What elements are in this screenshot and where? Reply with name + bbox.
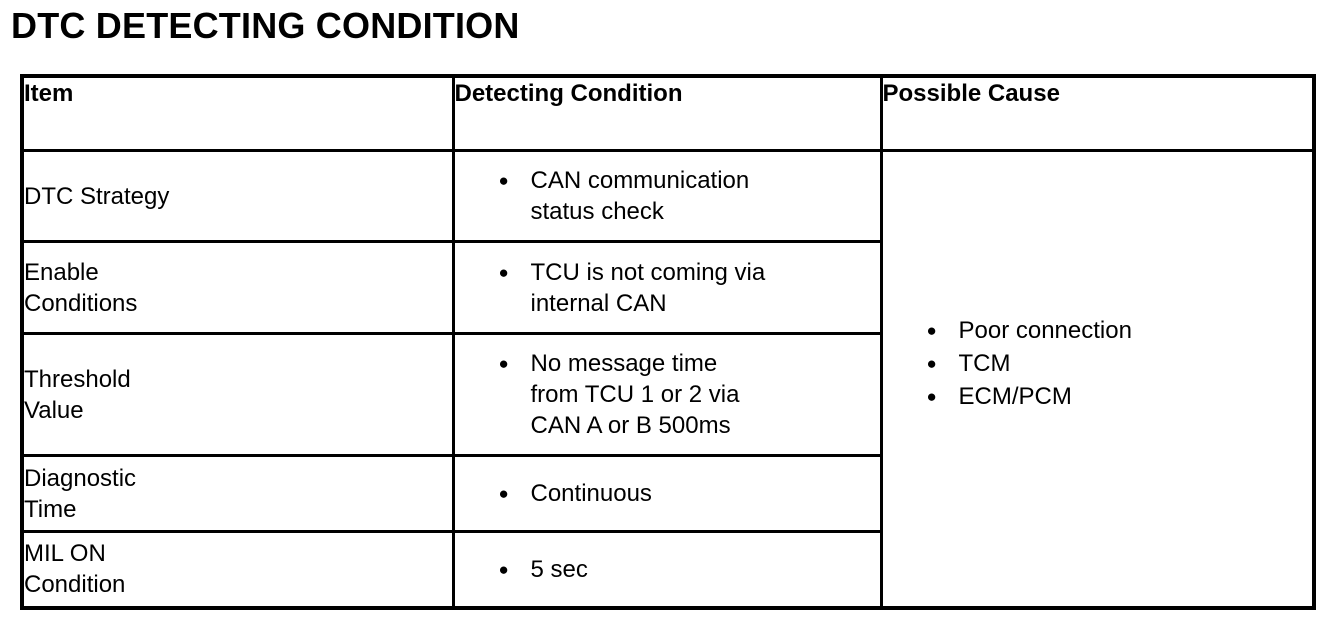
item-label: DTC Strategy <box>24 182 170 210</box>
condition-text: Continuous <box>530 480 652 507</box>
header-possible-cause: Possible Cause <box>881 76 1314 151</box>
list-item <box>927 380 1313 413</box>
item-label: Enable Conditions <box>24 258 138 317</box>
bullet-icon: ● <box>498 354 509 373</box>
dtc-condition-table <box>20 74 1316 610</box>
table-row <box>22 151 1314 242</box>
bullet-icon: ● <box>926 354 937 374</box>
list-item <box>927 347 1313 380</box>
condition-text: CAN communication status check <box>530 167 750 225</box>
bullet-icon: ● <box>498 559 509 579</box>
possible-cause-list <box>883 314 1313 443</box>
item-cell <box>22 456 453 532</box>
item-cell <box>22 532 453 608</box>
bullet-icon: ● <box>926 321 937 341</box>
item-cell <box>22 242 453 334</box>
condition-cell <box>453 456 881 532</box>
item-cell <box>22 334 453 456</box>
header-detecting-condition: Detecting Condition <box>453 76 881 151</box>
page-title: DTC DETECTING CONDITION <box>11 5 520 46</box>
bullet-icon: ● <box>926 387 937 407</box>
list-item <box>927 314 1313 347</box>
header-item: Item <box>22 76 453 151</box>
condition-cell <box>453 532 881 608</box>
condition-cell <box>453 151 881 242</box>
item-cell <box>22 151 453 242</box>
bullet-icon: ● <box>498 484 509 503</box>
item-label: MIL ON Condition <box>24 540 126 599</box>
table-header-row <box>22 76 1314 151</box>
cause-text: Poor connection <box>958 317 1132 345</box>
cause-text: ECM/PCM <box>958 383 1072 411</box>
condition-text: 5 sec <box>530 555 588 583</box>
cause-text: TCM <box>958 350 1011 378</box>
item-label: Diagnostic Time <box>24 464 137 523</box>
item-label: Threshold Value <box>24 365 131 424</box>
condition-text: No message time from TCU 1 or 2 via CAN A or B 500ms <box>530 350 740 439</box>
condition-cell <box>453 242 881 334</box>
condition-text: TCU is not coming via internal CAN <box>530 258 766 317</box>
bullet-icon: ● <box>498 171 509 190</box>
possible-cause-cell <box>881 151 1314 608</box>
bullet-icon: ● <box>498 262 509 282</box>
condition-cell <box>453 334 881 456</box>
